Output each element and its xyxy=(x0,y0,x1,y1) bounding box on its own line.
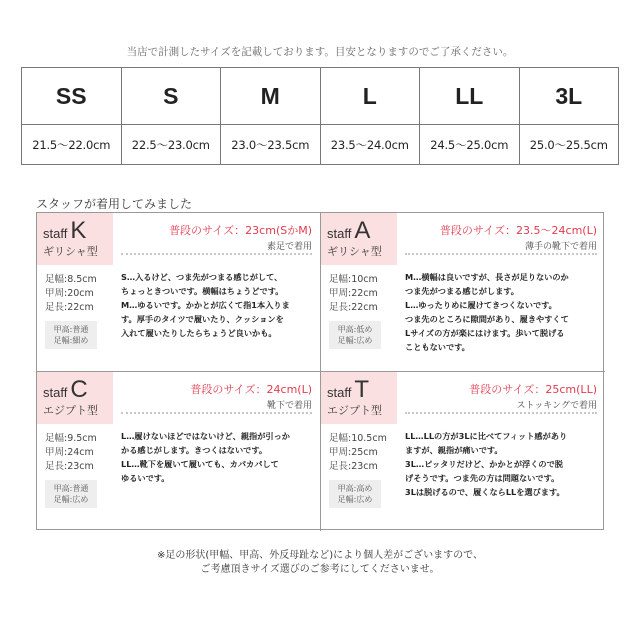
comment-line: 入れて履いたりしたらちょうど良いかも。 xyxy=(121,328,277,338)
comment-line: げそうです。つま先の方は問題ないです。 xyxy=(405,473,560,483)
foot-type: ギリシャ型 xyxy=(43,245,98,258)
foot-length: 足長:22cm xyxy=(45,302,94,313)
dotted-divider xyxy=(405,253,597,256)
instep-height: 甲高:普通 xyxy=(53,325,89,334)
staff-section-title: スタッフが着用してみました xyxy=(36,197,193,211)
foot-measurements xyxy=(329,432,387,474)
size-label: M xyxy=(221,68,321,125)
size-range: 23.5〜24.0cm xyxy=(320,125,420,165)
comment-line: ちょっときついです。横幅はちょうどです。 xyxy=(121,286,284,296)
wear-note: 素足で着用 xyxy=(266,242,312,252)
foot-shape-box xyxy=(329,321,381,349)
staff-badge xyxy=(37,372,113,424)
foot-breadth: 足幅:広め xyxy=(53,495,89,504)
size-header-row xyxy=(22,68,619,125)
size-range-row xyxy=(22,125,619,165)
foot-breadth: 足幅:広め xyxy=(337,495,373,504)
staff-comment xyxy=(405,429,597,499)
comment-line: こともないです。 xyxy=(405,342,470,352)
foot-measurements xyxy=(45,273,97,315)
instep-girth: 甲周:20cm xyxy=(45,288,94,299)
comment-line: LL…靴下を履いて履いても、カパカパして xyxy=(121,459,279,469)
foot-breadth: 足幅:細め xyxy=(53,336,89,345)
instep-girth: 甲周:22cm xyxy=(329,288,378,299)
comment-line: L…ゆったりめに履けてきつくないです。 xyxy=(405,300,557,310)
wear-note: 薄手の靴下で着用 xyxy=(524,242,597,252)
staff-comment xyxy=(121,429,313,485)
staff-card-c xyxy=(37,372,321,531)
size-label: L xyxy=(320,68,420,125)
staff-initial: A xyxy=(354,217,371,244)
size-label: 3L xyxy=(519,68,619,125)
staff-comment xyxy=(405,270,597,354)
staff-label: staff xyxy=(327,385,352,400)
staff-card-a xyxy=(321,213,605,372)
comment-line: S…入るけど、つま先がつまる感じがして、 xyxy=(121,272,283,282)
wear-note: ストッキングで着用 xyxy=(516,401,597,411)
comment-line: Lサイズの方が楽にはけます。歩いて脱げる xyxy=(405,328,565,338)
comment-line: 3L…ピッタリだけど、かかとが浮くので脱 xyxy=(405,459,563,469)
usual-size: 普段のサイズ：25cm(LL) xyxy=(469,383,597,396)
staff-initial: T xyxy=(354,376,370,403)
staff-badge xyxy=(37,213,113,265)
comment-line: つま先のところに隙間があり、履きやすくて xyxy=(405,314,569,324)
staff-initial: K xyxy=(70,217,87,244)
instep-girth: 甲周:24cm xyxy=(45,447,94,458)
foot-shape-box xyxy=(329,480,381,508)
size-label: S xyxy=(121,68,221,125)
comment-line: ますが、親指が痛いです。 xyxy=(405,445,503,455)
foot-width: 足幅:10.5cm xyxy=(329,433,387,444)
staff-initial: C xyxy=(70,376,88,403)
comment-line: ゆるいです。 xyxy=(121,473,170,483)
staff-card-t xyxy=(321,372,605,531)
size-label: SS xyxy=(22,68,122,125)
dotted-divider xyxy=(405,412,597,415)
size-range: 21.5〜22.0cm xyxy=(22,125,122,165)
size-range: 24.5〜25.0cm xyxy=(420,125,520,165)
instep-height: 甲高:高め xyxy=(337,484,373,493)
staff-card-k xyxy=(37,213,321,372)
instep-height: 甲高:普通 xyxy=(53,484,89,493)
comment-line: 3Lは脱げるので、履くならLLを選びます。 xyxy=(405,487,565,497)
intro-text: 当店で計測したサイズを記載しております。目安となりますのでご了承ください。 xyxy=(126,46,514,58)
size-range: 25.0〜25.5cm xyxy=(519,125,619,165)
foot-type: ギリシャ型 xyxy=(327,245,382,258)
foot-breadth: 足幅:広め xyxy=(337,336,373,345)
usual-size: 普段のサイズ：23.5〜24cm(L) xyxy=(439,224,597,237)
foot-measurements xyxy=(45,432,97,474)
staff-label: staff xyxy=(43,226,68,241)
usual-size: 普段のサイズ：23cm(SかM) xyxy=(169,224,312,237)
staff-label: staff xyxy=(43,385,68,400)
disclaimer-line: ※足の形状(甲幅、甲高、外反母趾など)により個人差がございますので、 xyxy=(157,550,483,561)
staff-label: staff xyxy=(327,226,352,241)
instep-girth: 甲周:25cm xyxy=(329,447,378,458)
dotted-divider xyxy=(121,253,312,256)
size-range: 22.5〜23.0cm xyxy=(121,125,221,165)
foot-measurements xyxy=(329,273,378,315)
staff-comment xyxy=(121,270,313,340)
dotted-divider xyxy=(121,412,312,415)
comment-line: M…ゆるいです。かかとが広くて指1本入りま xyxy=(121,300,290,310)
foot-type: エジプト型 xyxy=(43,404,98,417)
comment-line: M…横幅は良いですが、長さが足りないのか xyxy=(405,272,569,282)
instep-height: 甲高:低め xyxy=(337,325,373,334)
size-label: LL xyxy=(420,68,520,125)
foot-shape-box xyxy=(45,321,97,349)
foot-length: 足長:23cm xyxy=(329,461,378,472)
size-table xyxy=(21,67,619,165)
staff-review-grid xyxy=(36,212,604,530)
disclaimer xyxy=(0,549,640,577)
foot-length: 足長:23cm xyxy=(45,461,94,472)
foot-shape-box xyxy=(45,480,97,508)
comment-line: LL…LLの方が3Lに比べてフィット感があり xyxy=(405,431,568,441)
comment-line: L…履けないほどではないけど、親指が引っか xyxy=(121,431,290,441)
staff-badge xyxy=(321,372,397,424)
foot-width: 足幅:8.5cm xyxy=(45,274,97,285)
usual-size: 普段のサイズ：24cm(L) xyxy=(190,383,312,396)
foot-width: 足幅:9.5cm xyxy=(45,433,97,444)
foot-type: エジプト型 xyxy=(327,404,382,417)
foot-width: 足幅:10cm xyxy=(329,274,378,285)
wear-note: 靴下で着用 xyxy=(266,401,312,411)
comment-line: かる感じがします。きつくはないです。 xyxy=(121,445,268,455)
foot-length: 足長:22cm xyxy=(329,302,378,313)
comment-line: つま先がつまる感じがします。 xyxy=(405,286,519,296)
staff-badge xyxy=(321,213,397,265)
comment-line: す。厚手のタイツで履いたり、クッションを xyxy=(121,314,284,324)
size-range: 23.0〜23.5cm xyxy=(221,125,321,165)
disclaimer-line: ご考慮頂きサイズ選びのご参考にしてくださいませ。 xyxy=(200,564,440,575)
